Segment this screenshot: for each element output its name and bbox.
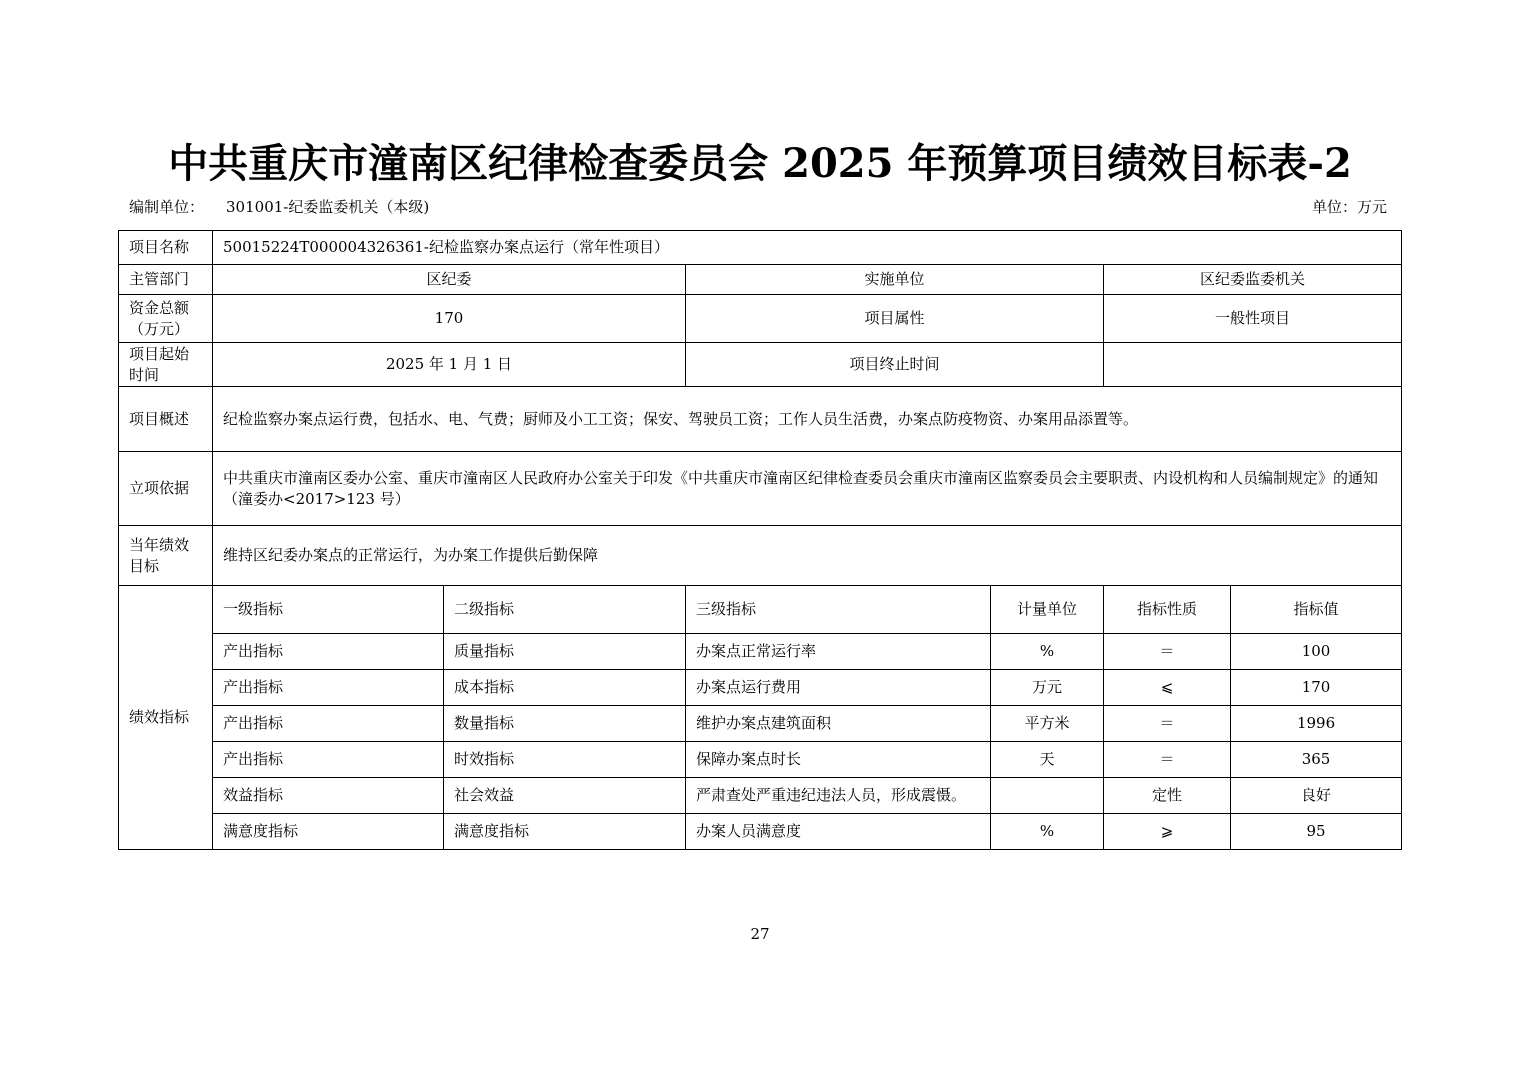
- indicator-level2: 社会效益: [444, 778, 686, 814]
- header-level3: 三级指标: [686, 586, 991, 634]
- indicator-nature: 定性: [1104, 778, 1231, 814]
- start-label-line2: 时间: [129, 365, 160, 384]
- indicator-level3: 维护办案点建筑面积: [686, 706, 991, 742]
- indicator-level3: 保障办案点时长: [686, 742, 991, 778]
- indicator-section-label: 绩效指标: [119, 586, 213, 850]
- dept-label: 主管部门: [119, 265, 213, 295]
- overview-label: 项目概述: [119, 387, 213, 452]
- indicator-nature: ⩽: [1104, 670, 1231, 706]
- fund-value: 170: [213, 295, 686, 343]
- basis-label: 立项依据: [119, 452, 213, 526]
- goal-label-line2: 目标: [129, 556, 160, 575]
- indicator-row: [119, 742, 1402, 778]
- indicator-level1: 产出指标: [213, 742, 444, 778]
- time-row: [119, 343, 1402, 387]
- fund-label-line1: 资金总额: [129, 298, 190, 317]
- indicator-value: 1996: [1231, 706, 1402, 742]
- compiling-unit-value: 301001-纪委监委机关（本级): [226, 198, 430, 216]
- indicator-row: [119, 706, 1402, 742]
- basis-value: [213, 452, 1402, 526]
- goal-row: [119, 526, 1402, 586]
- indicator-level2: 质量指标: [444, 634, 686, 670]
- indicator-nature: ＝: [1104, 742, 1231, 778]
- indicator-level3: 办案点运行费用: [686, 670, 991, 706]
- attr-value: 一般性项目: [1104, 295, 1402, 343]
- indicator-row: [119, 634, 1402, 670]
- indicator-nature: ⩾: [1104, 814, 1231, 850]
- indicator-value: 100: [1231, 634, 1402, 670]
- fund-label: [119, 295, 213, 343]
- indicator-unit: 天: [991, 742, 1104, 778]
- indicator-header-row: [119, 586, 1402, 634]
- indicator-level3: 办案点正常运行率: [686, 634, 991, 670]
- indicator-level1: 产出指标: [213, 634, 444, 670]
- header-level1: 一级指标: [213, 586, 444, 634]
- indicator-level2: 满意度指标: [444, 814, 686, 850]
- indicator-level1: 效益指标: [213, 778, 444, 814]
- currency-unit: 单位：万元: [1311, 198, 1387, 216]
- overview-value: 纪检监察办案点运行费，包括水、电、气费；厨师及小工工资；保安、驾驶员工资；工作人员生活费，办案点防疫物资、办案用品添置等。: [213, 387, 1402, 452]
- project-name-row: [119, 231, 1402, 265]
- dept-value: 区纪委: [213, 265, 686, 295]
- indicator-level3: 严肃查处严重违纪违法人员，形成震慑。: [686, 778, 991, 814]
- basis-value-line2: 定》的通知（潼委办<2017>123 号）: [223, 468, 1379, 508]
- indicator-unit: %: [991, 634, 1104, 670]
- end-label: 项目终止时间: [686, 343, 1104, 387]
- indicator-unit: [991, 778, 1104, 814]
- department-row: [119, 265, 1402, 295]
- end-value: [1104, 343, 1402, 387]
- start-label-line1: 项目起始: [129, 344, 190, 363]
- indicator-level1: 产出指标: [213, 670, 444, 706]
- header-level2: 二级指标: [444, 586, 686, 634]
- impl-label: 实施单位: [686, 265, 1104, 295]
- indicator-unit: %: [991, 814, 1104, 850]
- impl-value: 区纪委监委机关: [1104, 265, 1402, 295]
- header-value: 指标值: [1231, 586, 1402, 634]
- goal-label: [119, 526, 213, 586]
- indicator-level2: 成本指标: [444, 670, 686, 706]
- header-nature: 指标性质: [1104, 586, 1231, 634]
- project-name-value: 50015224T000004326361-纪检监察办案点运行（常年性项目）: [213, 231, 1402, 265]
- indicator-value: 170: [1231, 670, 1402, 706]
- attr-label: 项目属性: [686, 295, 1104, 343]
- start-value: 2025 年 1 月 1 日: [213, 343, 686, 387]
- project-name-label: 项目名称: [119, 231, 213, 265]
- basis-value-line1: 中共重庆市潼南区委办公室、重庆市潼南区人民政府办公室关于印发《中共重庆市潼南区纪律检查委员会重庆市潼南区监察委员会主要职责、内设机构和人员编制规: [223, 468, 1304, 487]
- fund-row: [119, 295, 1402, 343]
- compiling-unit-label: 编制单位：: [129, 198, 205, 216]
- indicator-nature: ＝: [1104, 634, 1231, 670]
- indicator-level1: 产出指标: [213, 706, 444, 742]
- indicator-level1: 满意度指标: [213, 814, 444, 850]
- indicator-unit: 平方米: [991, 706, 1104, 742]
- indicator-level2: 数量指标: [444, 706, 686, 742]
- indicator-value: 95: [1231, 814, 1402, 850]
- goal-label-line1: 当年绩效: [129, 535, 190, 554]
- basis-row: [119, 452, 1402, 526]
- indicator-row: [119, 814, 1402, 850]
- indicator-row: [119, 778, 1402, 814]
- indicator-row: [119, 670, 1402, 706]
- indicator-unit: 万元: [991, 670, 1104, 706]
- indicator-level3: 办案人员满意度: [686, 814, 991, 850]
- header-unit: 计量单位: [991, 586, 1104, 634]
- compiling-unit: [129, 196, 429, 217]
- page-title: 中共重庆市潼南区纪律检查委员会 2025 年预算项目绩效目标表-2: [168, 140, 1352, 187]
- fund-label-line2: （万元）: [129, 319, 190, 338]
- start-label: [119, 343, 213, 387]
- performance-target-table: [118, 230, 1402, 850]
- indicator-level2: 时效指标: [444, 742, 686, 778]
- overview-row: [119, 387, 1402, 452]
- indicator-value: 良好: [1231, 778, 1402, 814]
- page-number: 27: [750, 925, 770, 943]
- indicator-nature: ＝: [1104, 706, 1231, 742]
- goal-value: 维持区纪委办案点的正常运行，为办案工作提供后勤保障: [213, 526, 1402, 586]
- indicator-value: 365: [1231, 742, 1402, 778]
